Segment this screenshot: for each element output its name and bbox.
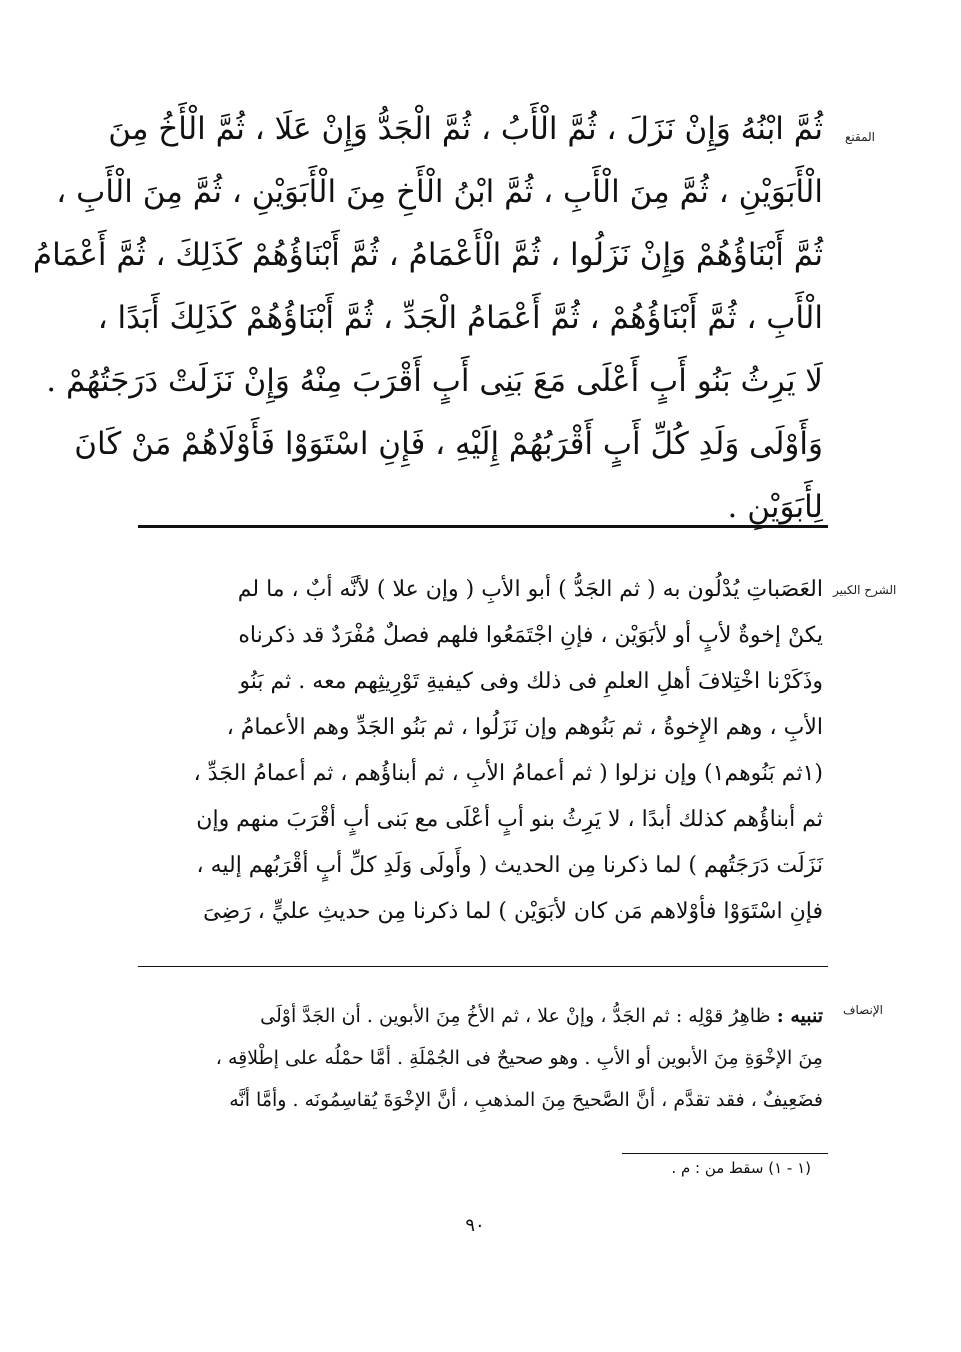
- muqni-line: الْأَبِ ، ثُمَّ أَبْنَاؤُهُمْ ، ثُمَّ أَعْمَامُ الْجَدِّ ، ثُمَّ أَبْنَاؤُهُمْ كَذَلِكَ أَبَدًا ،: [97, 300, 823, 336]
- section-divider-thin: [138, 966, 828, 967]
- sharh-line: الأبِ ، وهم الإِخوةُ ، ثم بَنُوهم وإن نَزَلُوا ، ثم بَنُو الجَدِّ وهم الأعمامُ ،: [226, 715, 823, 740]
- sharh-line: وذَكَرْنا اخْتِلافَ أهلِ العلمِ فى ذلك وفى كيفيةِ تَوْرِيثِهم معه . ثم بَنُو: [239, 669, 823, 694]
- sharh-line: (١ثم بَنُوهم١) وإن نزلوا ( ثم أعمامُ الأبِ ، ثم أبناؤُهم ، ثم أعمامُ الجَدِّ ،: [193, 761, 823, 786]
- muqni-line: ثُمَّ ابْنُهُ وَإِنْ نَزَلَ ، ثُمَّ الْأَبُ ، ثُمَّ الْجَدُّ وَإِنْ عَلَا ، ثُمَّ الْأَخُ مِنَ: [108, 111, 823, 147]
- footnote-divider: [622, 1153, 828, 1154]
- section-label-insaf: الإنصاف: [843, 1003, 884, 1017]
- section-label-muqni: المقنع: [845, 130, 876, 144]
- sharh-line: ثم أبناؤُهم كذلك أبدًا ، لا يَرِثُ بنو أبٍ أعْلَى مع بَنى أبٍ أقْرَبَ منهم وإن: [196, 807, 823, 832]
- muqni-line: ثُمَّ أَبْنَاؤُهُمْ وَإِنْ نَزَلُوا ، ثُمَّ الْأَعْمَامُ ، ثُمَّ أَبْنَاؤُهُمْ كَذَلِكَ ، ثُمَّ أَعْمَامُ: [32, 237, 823, 273]
- insaf-line-text: ظاهِرُ قوْلِه : ثم الجَدُّ ، وإنْ علا ، ثم الأخُ مِنَ الأبوين . أن الجَدَّ أوْلَى: [260, 1005, 771, 1027]
- muqni-line: وَأَوْلَى وَلَدِ كُلِّ أَبٍ أَقْرَبُهُمْ إِلَيْهِ ، فَإِنِ اسْتَوَوْا فَأَوْلَاهُمْ مَنْ كَانَ: [74, 426, 823, 462]
- insaf-line: [133, 995, 823, 1037]
- sharh-line: فإنِ اسْتَوَوْا فأوْلاهم مَن كان لأبَوَيْن ) لما ذكرنا مِن حديثِ عليٍّ ، رَضِىَ: [203, 899, 823, 924]
- sharh-line: العَصَباتِ يُدْلُون به ( ثم الجَدُّ ) أبو الأبِ ( وإن علا ) لأنَّه أبٌ ، ما لم: [237, 577, 823, 602]
- section-divider-thick: [138, 525, 828, 528]
- insaf-lead: تنبيه :: [776, 1005, 823, 1027]
- muqni-line: لَا يَرِثُ بَنُو أَبٍ أَعْلَى مَعَ بَنِى أَبٍ أَقْرَبَ مِنْهُ وَإِنْ نَزَلَتْ دَرَجَتُهُمْ .: [46, 363, 823, 399]
- sharh-text: [133, 567, 823, 935]
- sharh-line: يكنْ إخوةٌ لأبٍ أو لأبَوَيْن ، فإنِ اجْتَمَعُوا فلهم فصلٌ مُفْرَدٌ قد ذكرناه: [238, 623, 823, 648]
- section-label-sharh: الشرح الكبير: [833, 583, 897, 597]
- footnote: (١ - ١) سقط من : م .: [671, 1159, 811, 1177]
- muqni-line: لِأَبَوَيْنِ .: [727, 489, 823, 525]
- muqni-line: الْأَبَوَيْنِ ، ثُمَّ مِنَ الْأَبِ ، ثُمَّ ابْنُ الْأَخِ مِنَ الْأَبَوَيْنِ ، ثُمَّ مِنَ الْأَبِ ،: [56, 174, 823, 210]
- insaf-line: مِنَ الإخْوَةِ مِنَ الأبوين أو الأبِ . وهو صحيحٌ فى الجُمْلَةِ . أمَّا حمْلُه على إطْلاقِه ،: [215, 1047, 823, 1069]
- insaf-text: [133, 995, 823, 1121]
- page-number: ٩٠: [465, 1215, 485, 1236]
- sharh-line: نَزَلَت دَرَجَتُهم ) لما ذكرنا مِن الحديث ( وأَولَى وَلَدِ كلِّ أبٍ أقْرَبُهم إليه ،: [196, 853, 823, 878]
- insaf-line: فضَعِيفٌ ، فقد تقدَّم ، أنَّ الصَّحيحَ مِنَ المذهبِ ، أنَّ الإخْوَةَ يُقاسِمُونَه . وأمَّا أنَّه: [229, 1089, 823, 1111]
- muqni-text: [32, 98, 823, 539]
